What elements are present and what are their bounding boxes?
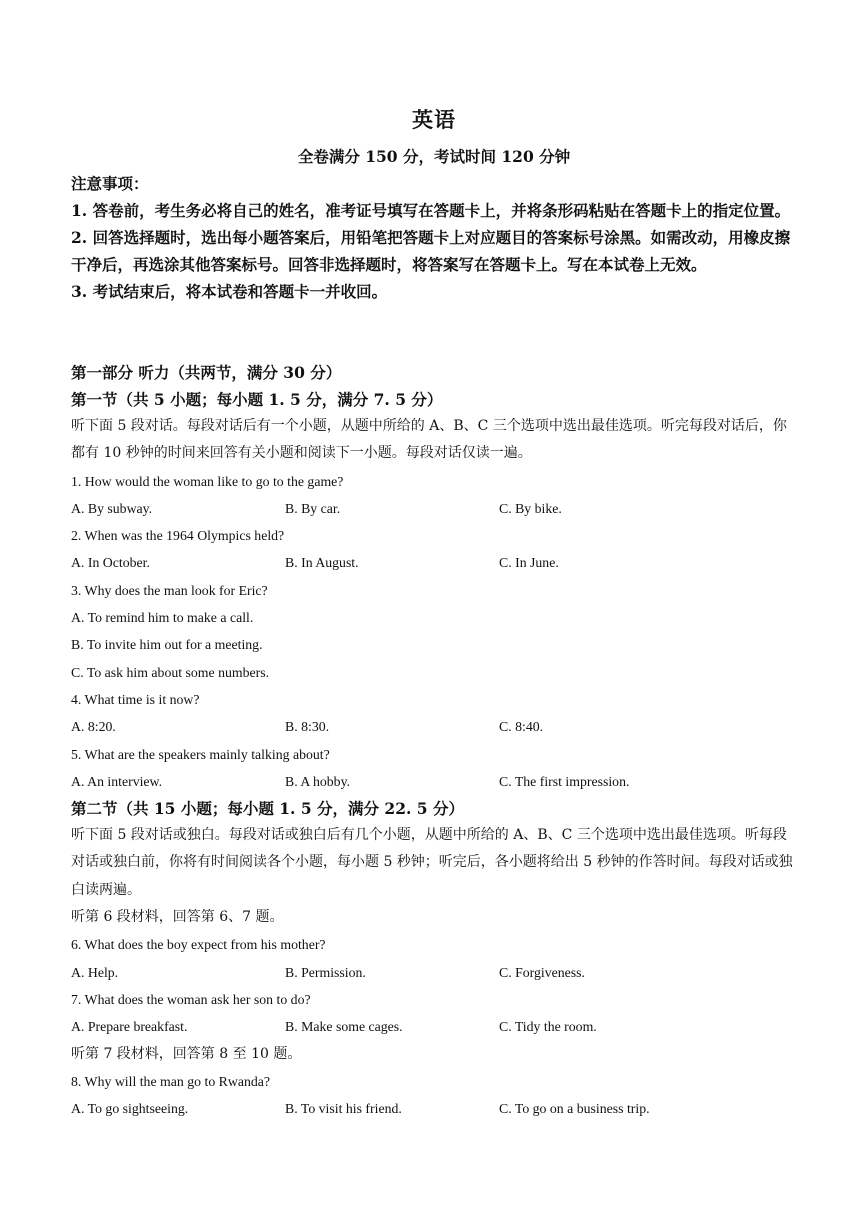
material-6-note: 听第 6 段材料，回答第 6、7 题。 (71, 909, 284, 926)
option-a: A. To remind him to make a call. (71, 610, 254, 626)
part1-heading: 第一部分 听力（共两节，满分 30 分） (71, 363, 342, 382)
option-c: C. By bike. (499, 500, 562, 516)
option-a: A. 8:20. (71, 719, 116, 735)
option-a: A. To go sightseeing. (71, 1101, 189, 1117)
question-6-options (71, 959, 799, 986)
section1-heading: 第一节（共 5 小题；每小题 1. 5 分，满分 7. 5 分） (71, 390, 443, 409)
option-c: C. In June. (499, 555, 559, 571)
option-c: C. Tidy the room. (499, 1019, 597, 1035)
option-c: C. Forgiveness. (499, 964, 585, 980)
question-1-options (71, 495, 799, 522)
question-2: 2. When was the 1964 Olympics held? (71, 528, 285, 544)
option-c: C. To ask him about some numbers. (71, 664, 270, 680)
option-a: A. By subway. (71, 500, 153, 516)
question-8: 8. Why will the man go to Rwanda? (71, 1073, 270, 1089)
question-3: 3. Why does the man look for Eric? (71, 582, 268, 598)
question-4-options (71, 713, 799, 740)
question-4: 4. What time is it now? (71, 691, 200, 707)
exam-subtitle: 全卷满分 150 分，考试时间 120 分钟 (297, 147, 571, 166)
page-title: 英语 (412, 107, 456, 132)
question-6: 6. What does the boy expect from his mother? (71, 937, 326, 953)
material-7-note: 听第 7 段材料，回答第 8 至 10 题。 (71, 1045, 302, 1062)
question-1: 1. How would the woman like to go to the game? (71, 473, 344, 489)
section2-heading: 第二节（共 15 小题；每小题 1. 5 分，满分 22. 5 分） (71, 799, 464, 819)
option-b: B. Make some cages. (285, 1019, 403, 1035)
notice-item-2: 2. 回答选择题时，选出每小题答案后，用铅笔把答题卡上对应题目的答案标号涂黑。如需改动，用橡皮擦干净后，再选涂其他答案标号。回答非选择题时，将答案写在答题卡上。写在本试卷上无效。 (71, 228, 791, 274)
option-b: B. 8:30. (285, 719, 330, 735)
option-b: B. In August. (285, 555, 359, 571)
option-a: A. In October. (71, 555, 150, 571)
section2-instruction: 听下面 5 段对话或独白。每段对话或独白后有几个小题，从题中所给的 A、B、C 三个选项中选出最佳选项。听每段对话或独白前，你将有时间阅读各个小题，每小题 5 秒钟；听完后，各小题将给出 5 秒钟的作答时间。每段对话或独白读两遍。 (71, 827, 793, 898)
option-a: A. An interview. (71, 773, 163, 789)
notice-heading: 注意事项： (71, 174, 149, 193)
notice-section (71, 170, 799, 305)
option-c: C. The first impression. (499, 773, 630, 789)
option-b: B. By car. (285, 500, 341, 516)
part1-section (71, 359, 799, 1122)
option-c: C. To go on a business trip. (499, 1101, 650, 1117)
question-5: 5. What are the speakers mainly talking about? (71, 746, 330, 762)
option-b: B. Permission. (285, 964, 366, 980)
question-2-options (71, 549, 799, 576)
option-a: A. Prepare breakfast. (71, 1019, 188, 1035)
option-b: B. To invite him out for a meeting. (71, 637, 263, 653)
question-7-options (71, 1013, 799, 1040)
option-a: A. Help. (71, 964, 119, 980)
notice-item-3: 3. 考试结束后，将本试卷和答题卡一并收回。 (71, 282, 388, 301)
notice-item-1: 1. 答卷前，考生务必将自己的姓名，准考证号填写在答题卡上，并将条形码粘贴在答题卡上的指定位置。 (71, 201, 791, 220)
option-c: C. 8:40. (499, 719, 544, 735)
question-5-options (71, 768, 799, 795)
question-8-options (71, 1095, 799, 1122)
question-7: 7. What does the woman ask her son to do? (71, 991, 311, 1007)
section1-instruction: 听下面 5 段对话。每段对话后有一个小题，从题中所给的 A、B、C 三个选项中选出最佳选项。听完每段对话后，你都有 10 秒钟的时间来回答有关小题和阅读下一小题。每段对话仅读一遍。 (71, 418, 787, 462)
option-b: B. A hobby. (285, 773, 351, 789)
option-b: B. To visit his friend. (285, 1101, 402, 1117)
